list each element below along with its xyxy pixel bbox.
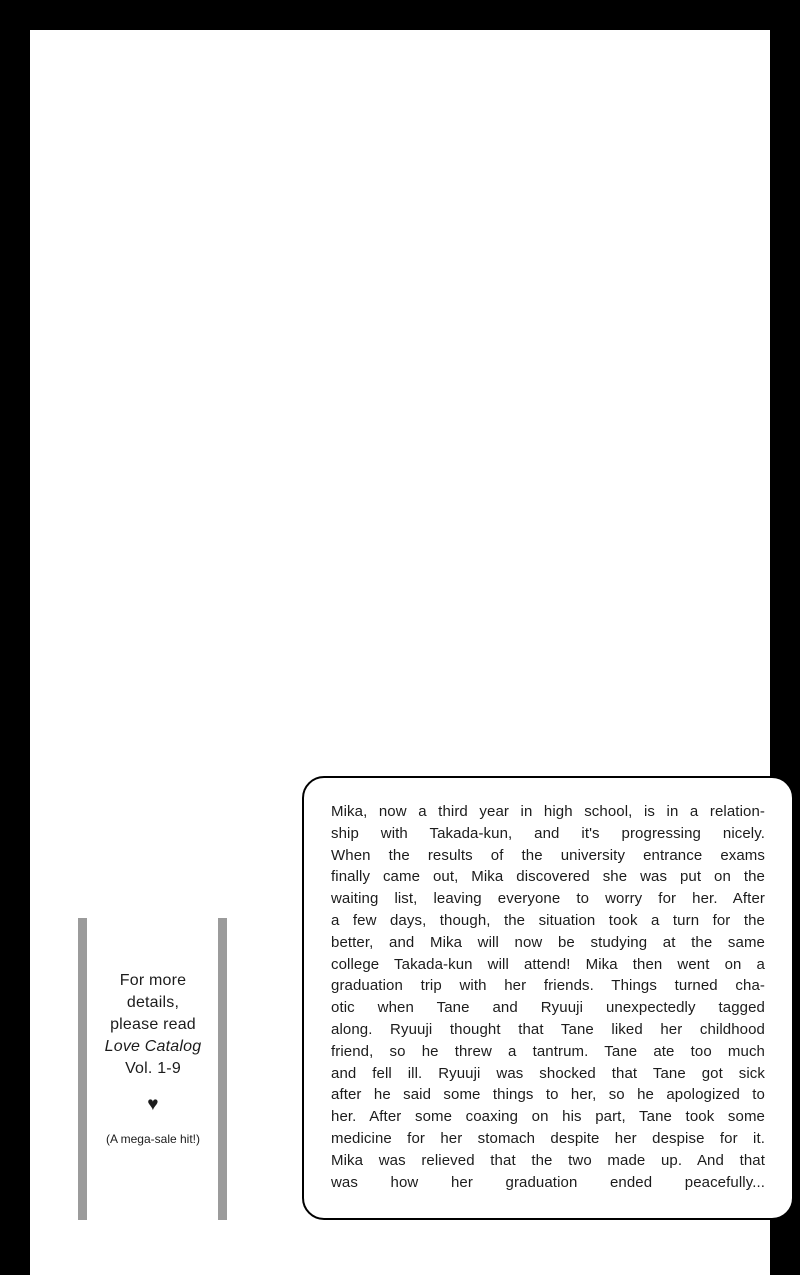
heart-icon: ♥ [147, 1094, 159, 1115]
note-line: please read [110, 1016, 196, 1033]
recap-line: friend, so he threw a tantrum. Tane ate too much [331, 1042, 765, 1060]
recap-line: was how her graduation ended peacefully... [331, 1173, 765, 1191]
recap-line: medicine for her stomach despite her despise for it. [331, 1129, 765, 1147]
recap-line: a few days, though, the situation took a turn for the [331, 911, 765, 929]
recap-line: her. After some coaxing on his part, Tane took some [331, 1108, 765, 1126]
recap-line: Mika, now a third year in high school, is in a relation- [331, 803, 765, 820]
recap-line: Mika was relieved that the two made up. And that [331, 1151, 765, 1169]
recap-line: college Takada-kun will attend! Mika then went on a [331, 955, 765, 973]
recap-line: When the results of the university entrance exams [331, 846, 765, 864]
note-footnote: (A mega-sale hit!) [105, 1132, 201, 1146]
recap-line: waiting list, leaving everyone to worry for her. After [331, 890, 765, 908]
recap-line: graduation trip with her friends. Things turned cha- [331, 977, 765, 995]
page-content [30, 30, 770, 1275]
recap-line: ship with Takada-kun, and it's progressing nicely. [331, 824, 765, 842]
recap-line: after he said some things to her, so he apologized to [331, 1086, 765, 1104]
recap-line: otic when Tane and Ryuuji unexpectedly tagged [331, 999, 765, 1017]
note-line: For more [119, 972, 187, 989]
left-note [86, 970, 220, 1147]
note-volumes: Vol. 1-9 [125, 1060, 181, 1077]
recap-box [302, 776, 794, 1220]
recap-line: finally came out, Mika discovered she was put on the [331, 868, 765, 886]
recap-line: better, and Mika will now be studying at the same [331, 933, 765, 951]
note-line: details, [126, 994, 180, 1011]
recap-text [331, 801, 765, 1193]
recap-line: along. Ryuuji thought that Tane liked her childhood [331, 1020, 765, 1038]
recap-line: and fell ill. Ryuuji was shocked that Tane got sick [331, 1064, 765, 1082]
note-series-title: Love Catalog [104, 1038, 202, 1055]
